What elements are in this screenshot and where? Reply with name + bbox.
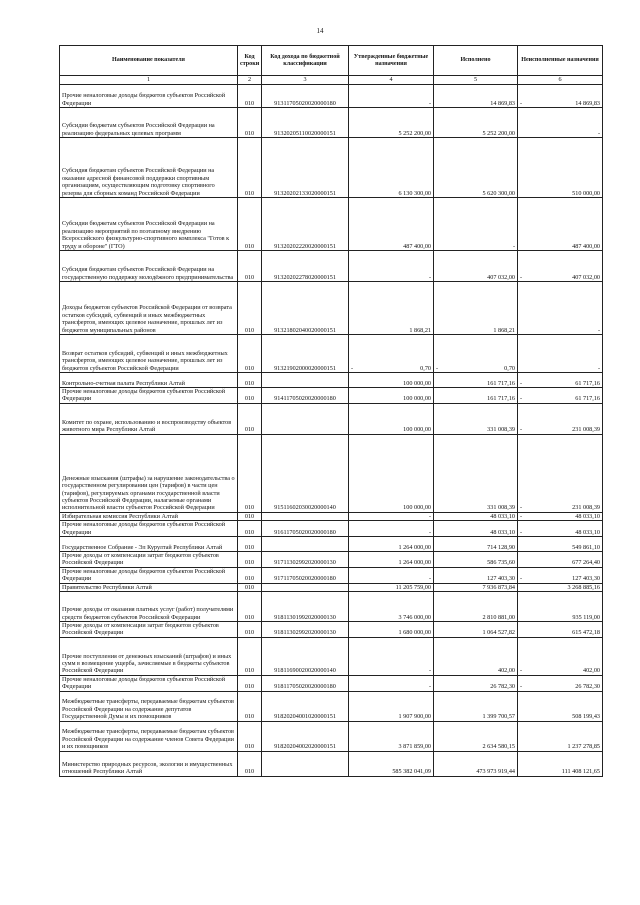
amount-value: 5 252 200,00: [398, 129, 431, 137]
approved-amount: [349, 552, 434, 568]
approved-amount: [349, 521, 434, 537]
unexecuted-amount: [518, 567, 603, 583]
amount-value: 508 199,43: [572, 713, 600, 721]
amount-value: -: [428, 99, 431, 107]
unexecuted-amount: [518, 512, 603, 520]
amount-value: 1 064 527,82: [482, 629, 515, 637]
amount-value: 402,00: [582, 667, 600, 675]
approved-amount: [349, 251, 434, 282]
table-row: [60, 434, 603, 512]
amount-value: 14 869,83: [575, 99, 600, 107]
indicator-name: Межбюджетные трансферты, передаваемые бюджетам субъектов Российской Федерации на содержание депутатов Государственной Думы и их помощников: [60, 691, 238, 721]
amount-value: -: [428, 667, 431, 675]
table-row: [60, 512, 603, 520]
kbk-code: 91511602030020000140: [262, 434, 349, 512]
line-code: 010: [238, 138, 262, 198]
table-row: [60, 567, 603, 583]
indicator-name: Возврат остатков субсидий, субвенций и иных межбюджетных трансфертов, имеющих целевое назначение, прошлых лет из бюджетов субъектов Российской Федерации: [60, 335, 238, 373]
negative-sign: -: [520, 273, 523, 281]
indicator-name: Прочие неналоговые доходы бюджетов субъектов Российской Федерации: [60, 85, 238, 108]
line-code: 010: [238, 85, 262, 108]
amount-value: 473 973 919,44: [476, 768, 515, 776]
executed-amount: [434, 592, 518, 622]
amount-value: 14 869,83: [490, 99, 515, 107]
executed-amount: [434, 552, 518, 568]
indicator-name: Прочие неналоговые доходы бюджетов субъектов Российской Федерации: [60, 567, 238, 583]
line-code: 010: [238, 198, 262, 251]
indicator-name: Прочие доходы от компенсации затрат бюджетов субъектов Российской Федерации: [60, 552, 238, 568]
amount-value: -: [428, 575, 431, 583]
approved-amount: [349, 335, 434, 373]
amount-value: 714 128,90: [487, 543, 515, 551]
amount-value: 127 403,30: [572, 575, 600, 583]
table-row: [60, 85, 603, 108]
column-number: 5: [434, 76, 518, 85]
amount-value: 0,70: [504, 364, 515, 372]
line-code: 010: [238, 583, 262, 591]
approved-amount: [349, 373, 434, 388]
line-code: 010: [238, 751, 262, 776]
executed-amount: [434, 751, 518, 776]
table-row: [60, 592, 603, 622]
kbk-code: 91311705020020000180: [262, 85, 349, 108]
unexecuted-amount: [518, 637, 603, 675]
indicator-name: Субсидии бюджетам субъектов Российской Федерации на реализацию федеральных целевых программ: [60, 108, 238, 138]
executed-amount: [434, 537, 518, 552]
amount-value: 2 810 881,00: [482, 613, 515, 621]
amount-value: 677 264,40: [572, 559, 600, 567]
indicator-name: Правительство Республики Алтай: [60, 583, 238, 591]
header-executed: Исполнено: [434, 46, 518, 76]
executed-amount: [434, 138, 518, 198]
amount-value: 2 634 580,15: [482, 743, 515, 751]
kbk-code: 91820204002020000151: [262, 721, 349, 751]
line-code: 010: [238, 521, 262, 537]
approved-amount: [349, 108, 434, 138]
amount-value: -: [428, 683, 431, 691]
indicator-name: Министерство природных ресурсов, экологии и имущественных отношений Республики Алтай: [60, 751, 238, 776]
executed-amount: [434, 675, 518, 691]
line-code: 010: [238, 251, 262, 282]
unexecuted-amount: [518, 251, 603, 282]
unexecuted-amount: [518, 85, 603, 108]
kbk-code: 91321802040020000151: [262, 282, 349, 335]
executed-amount: [434, 567, 518, 583]
indicator-name: Избирательная комиссия Республики Алтай: [60, 512, 238, 520]
approved-amount: [349, 388, 434, 404]
amount-value: 61 717,16: [575, 379, 600, 387]
amount-value: 1 680 000,00: [398, 629, 431, 637]
unexecuted-amount: [518, 751, 603, 776]
amount-value: 1 868,21: [493, 326, 515, 334]
unexecuted-amount: [518, 583, 603, 591]
amount-value: 331 008,39: [487, 426, 515, 434]
indicator-name: Прочие поступления от денежных взысканий (штрафов) и иных сумм в возмещение ущерба, зачисляемые в бюджеты субъектов Российской Федерации: [60, 637, 238, 675]
executed-amount: [434, 691, 518, 721]
amount-value: 5 620 300,00: [482, 189, 515, 197]
header-line-code: Код строки: [238, 46, 262, 76]
amount-value: 3 871 859,00: [398, 743, 431, 751]
amount-value: 26 782,30: [575, 683, 600, 691]
amount-value: -: [597, 364, 600, 372]
negative-sign: -: [520, 395, 523, 403]
kbk-code: 91411705020020000180: [262, 388, 349, 404]
table-row: [60, 751, 603, 776]
amount-value: 0,70: [420, 364, 431, 372]
column-number: 1: [60, 76, 238, 85]
line-code: 010: [238, 691, 262, 721]
unexecuted-amount: [518, 373, 603, 388]
table-row: [60, 373, 603, 388]
table-row: [60, 388, 603, 404]
line-code: 010: [238, 622, 262, 638]
indicator-name: Прочие доходы от компенсации затрат бюджетов субъектов Российской Федерации: [60, 622, 238, 638]
unexecuted-amount: [518, 622, 603, 638]
kbk-code: 91320202220020000151: [262, 198, 349, 251]
unexecuted-amount: [518, 721, 603, 751]
approved-amount: [349, 751, 434, 776]
amount-value: 402,00: [497, 667, 515, 675]
amount-value: 1 868,21: [409, 326, 431, 334]
amount-value: 407 032,00: [572, 273, 600, 281]
table-row: [60, 721, 603, 751]
amount-value: -: [597, 129, 600, 137]
amount-value: 100 000,00: [403, 379, 431, 387]
amount-value: 585 382 041,09: [392, 768, 431, 776]
kbk-code: 91811705020020000180: [262, 675, 349, 691]
column-numbers-row: [60, 76, 603, 85]
table-row: [60, 251, 603, 282]
amount-value: 48 033,10: [490, 528, 515, 536]
column-number: 4: [349, 76, 434, 85]
amount-value: 100 000,00: [403, 426, 431, 434]
executed-amount: [434, 583, 518, 591]
amount-value: 231 008,39: [572, 504, 600, 512]
kbk-code: 91811301992020000130: [262, 592, 349, 622]
unexecuted-amount: [518, 138, 603, 198]
indicator-name: Прочие неналоговые доходы бюджетов субъектов Российской Федерации: [60, 675, 238, 691]
unexecuted-amount: [518, 537, 603, 552]
kbk-code: [262, 751, 349, 776]
approved-amount: [349, 622, 434, 638]
kbk-code: 91820204001020000151: [262, 691, 349, 721]
executed-amount: [434, 335, 518, 373]
indicator-name: Прочие неналоговые доходы бюджетов субъектов Российской Федерации: [60, 388, 238, 404]
column-number: 2: [238, 76, 262, 85]
table-row: [60, 282, 603, 335]
amount-value: 231 008,39: [572, 426, 600, 434]
amount-value: 100 000,00: [403, 395, 431, 403]
table-row: [60, 108, 603, 138]
amount-value: 1 264 000,00: [398, 559, 431, 567]
table-row: [60, 403, 603, 434]
indicator-name: Субсидии бюджетам субъектов Российской Федерации на реализацию мероприятий по поэтапному внедрению Всероссийского физкультурно-спортивного комплекса "Готов к труду и обороне" (ГТО): [60, 198, 238, 251]
income-report-table: [59, 45, 603, 777]
amount-value: 6 130 300,00: [398, 189, 431, 197]
executed-amount: [434, 637, 518, 675]
negative-sign: -: [520, 379, 523, 387]
amount-value: 487 400,00: [403, 242, 431, 250]
unexecuted-amount: [518, 388, 603, 404]
executed-amount: [434, 721, 518, 751]
column-number: 3: [262, 76, 349, 85]
indicator-name: Субсидия бюджетам субъектов Российской Федерации на государственную поддержку молодёжного предпринимательства: [60, 251, 238, 282]
unexecuted-amount: [518, 521, 603, 537]
amount-value: 161 717,16: [487, 379, 515, 387]
amount-value: 1 264 000,00: [398, 543, 431, 551]
executed-amount: [434, 108, 518, 138]
indicator-name: Доходы бюджетов субъектов Российской Федерации от возврата остатков субсидий, субвенций и иных межбюджетных трансфертов, имеющих целевое назначение, прошлых лет из бюджетов муниципальных районов: [60, 282, 238, 335]
unexecuted-amount: [518, 403, 603, 434]
amount-value: 7 936 873,84: [482, 583, 515, 591]
approved-amount: [349, 282, 434, 335]
executed-amount: [434, 198, 518, 251]
line-code: 010: [238, 282, 262, 335]
table-row: [60, 583, 603, 591]
amount-value: -: [428, 273, 431, 281]
approved-amount: [349, 434, 434, 512]
kbk-code: 91811690020020000140: [262, 637, 349, 675]
amount-value: 1 399 700,57: [482, 713, 515, 721]
approved-amount: [349, 403, 434, 434]
amount-value: -: [597, 326, 600, 334]
executed-amount: [434, 251, 518, 282]
amount-value: 11 205 759,00: [395, 583, 431, 591]
indicator-name: Комитет по охране, использованию и воспроизводству объектов животного мира Республики Алтай: [60, 403, 238, 434]
kbk-code: [262, 403, 349, 434]
executed-amount: [434, 622, 518, 638]
line-code: 010: [238, 567, 262, 583]
header-approved: Утвержденные бюджетные назначения: [349, 46, 434, 76]
indicator-name: Прочие доходы от оказания платных услуг (работ) получателями средств бюджетов субъектов Российской Федерации: [60, 592, 238, 622]
approved-amount: [349, 583, 434, 591]
kbk-code: 91711705020020000180: [262, 567, 349, 583]
amount-value: -: [428, 528, 431, 536]
kbk-code: [262, 537, 349, 552]
table-row: [60, 537, 603, 552]
amount-value: 61 717,16: [575, 395, 600, 403]
indicator-name: Контрольно-счетная палата Республики Алтай: [60, 373, 238, 388]
amount-value: 100 000,00: [403, 504, 431, 512]
page-number: 14: [316, 27, 324, 35]
table-row: [60, 637, 603, 675]
table-row: [60, 675, 603, 691]
unexecuted-amount: [518, 434, 603, 512]
approved-amount: [349, 512, 434, 520]
indicator-name: Прочие неналоговые доходы бюджетов субъектов Российской Федерации: [60, 521, 238, 537]
negative-sign: -: [520, 504, 523, 512]
unexecuted-amount: [518, 592, 603, 622]
line-code: 010: [238, 552, 262, 568]
line-code: 010: [238, 512, 262, 520]
line-code: 010: [238, 537, 262, 552]
negative-sign: -: [351, 364, 354, 372]
executed-amount: [434, 403, 518, 434]
executed-amount: [434, 434, 518, 512]
amount-value: 935 119,00: [572, 613, 600, 621]
amount-value: 510 000,00: [572, 189, 600, 197]
kbk-code: 91711302992020000130: [262, 552, 349, 568]
executed-amount: [434, 373, 518, 388]
table-row: [60, 552, 603, 568]
line-code: 010: [238, 403, 262, 434]
negative-sign: -: [520, 512, 523, 520]
indicator-name: Субсидия бюджетам субъектов Российской Федерации на оказание адресной финансовой поддержки спортивным организациям, осуществляющим подготовку спортивного резерва для сборных команд Российской Федерации: [60, 138, 238, 198]
kbk-code: 91811302992020000130: [262, 622, 349, 638]
negative-sign: -: [436, 364, 439, 372]
amount-value: -: [512, 242, 515, 250]
kbk-code: 91321902000020000151: [262, 335, 349, 373]
approved-amount: [349, 198, 434, 251]
unexecuted-amount: [518, 675, 603, 691]
line-code: 010: [238, 388, 262, 404]
unexecuted-amount: [518, 282, 603, 335]
header-name: Наименование показателя: [60, 46, 238, 76]
negative-sign: -: [520, 683, 523, 691]
negative-sign: -: [520, 528, 523, 536]
line-code: 010: [238, 434, 262, 512]
executed-amount: [434, 282, 518, 335]
table-row: [60, 138, 603, 198]
amount-value: 26 782,30: [490, 683, 515, 691]
line-code: 010: [238, 335, 262, 373]
negative-sign: -: [520, 667, 523, 675]
kbk-code: 91320202133020000151: [262, 138, 349, 198]
kbk-code: [262, 583, 349, 591]
amount-value: 586 735,60: [487, 559, 515, 567]
approved-amount: [349, 138, 434, 198]
amount-value: 48 033,10: [490, 512, 515, 520]
executed-amount: [434, 512, 518, 520]
amount-value: 615 472,18: [572, 629, 600, 637]
executed-amount: [434, 521, 518, 537]
executed-amount: [434, 85, 518, 108]
table-row: [60, 335, 603, 373]
table-row: [60, 521, 603, 537]
table-row: [60, 691, 603, 721]
indicator-name: Денежные взыскания (штрафы) за нарушение законодательства о государственном регулировании цен (тарифов) в части цен (тарифов), регулируемых органами государственной власти субъектов Российской Федерации, налагаемые органами исполнительной власти субъектов Российской Федерации: [60, 434, 238, 512]
unexecuted-amount: [518, 552, 603, 568]
unexecuted-amount: [518, 335, 603, 373]
approved-amount: [349, 691, 434, 721]
indicator-name: Межбюджетные трансферты, передаваемые бюджетам субъектов Российской Федерации на содержание членов Совета Федерации и их помощников: [60, 721, 238, 751]
table-row: [60, 198, 603, 251]
approved-amount: [349, 567, 434, 583]
amount-value: 48 033,10: [575, 512, 600, 520]
amount-value: 3 746 000,00: [398, 613, 431, 621]
header-kbk: Код дохода по бюджетной классификации: [262, 46, 349, 76]
amount-value: 127 403,30: [487, 575, 515, 583]
negative-sign: -: [520, 426, 523, 434]
header-row: [60, 46, 603, 76]
executed-amount: [434, 388, 518, 404]
amount-value: 1 907 900,00: [398, 713, 431, 721]
header-unexecuted: Неисполненные назначения: [518, 46, 603, 76]
line-code: 010: [238, 637, 262, 675]
negative-sign: -: [520, 575, 523, 583]
kbk-code: 91320202278020000151: [262, 251, 349, 282]
approved-amount: [349, 537, 434, 552]
amount-value: -: [428, 512, 431, 520]
amount-value: 1 237 278,85: [567, 743, 600, 751]
amount-value: 48 033,10: [575, 528, 600, 536]
line-code: 010: [238, 675, 262, 691]
unexecuted-amount: [518, 108, 603, 138]
amount-value: 487 400,00: [572, 242, 600, 250]
line-code: 010: [238, 373, 262, 388]
line-code: 010: [238, 721, 262, 751]
approved-amount: [349, 675, 434, 691]
amount-value: 161 717,16: [487, 395, 515, 403]
amount-value: 549 861,10: [572, 543, 600, 551]
kbk-code: 91611705020020000180: [262, 521, 349, 537]
amount-value: 3 268 885,16: [567, 583, 600, 591]
amount-value: 407 032,00: [487, 273, 515, 281]
column-number: 6: [518, 76, 603, 85]
table-row: [60, 622, 603, 638]
approved-amount: [349, 592, 434, 622]
amount-value: 5 252 200,00: [482, 129, 515, 137]
kbk-code: [262, 373, 349, 388]
line-code: 010: [238, 592, 262, 622]
unexecuted-amount: [518, 691, 603, 721]
negative-sign: -: [520, 99, 523, 107]
indicator-name: Государственное Собрание - Эл Курултай Республики Алтай: [60, 537, 238, 552]
amount-value: 111 408 121,65: [561, 768, 600, 776]
amount-value: 331 008,39: [487, 504, 515, 512]
unexecuted-amount: [518, 198, 603, 251]
approved-amount: [349, 721, 434, 751]
approved-amount: [349, 85, 434, 108]
approved-amount: [349, 637, 434, 675]
kbk-code: 91320205110020000151: [262, 108, 349, 138]
kbk-code: [262, 512, 349, 520]
line-code: 010: [238, 108, 262, 138]
